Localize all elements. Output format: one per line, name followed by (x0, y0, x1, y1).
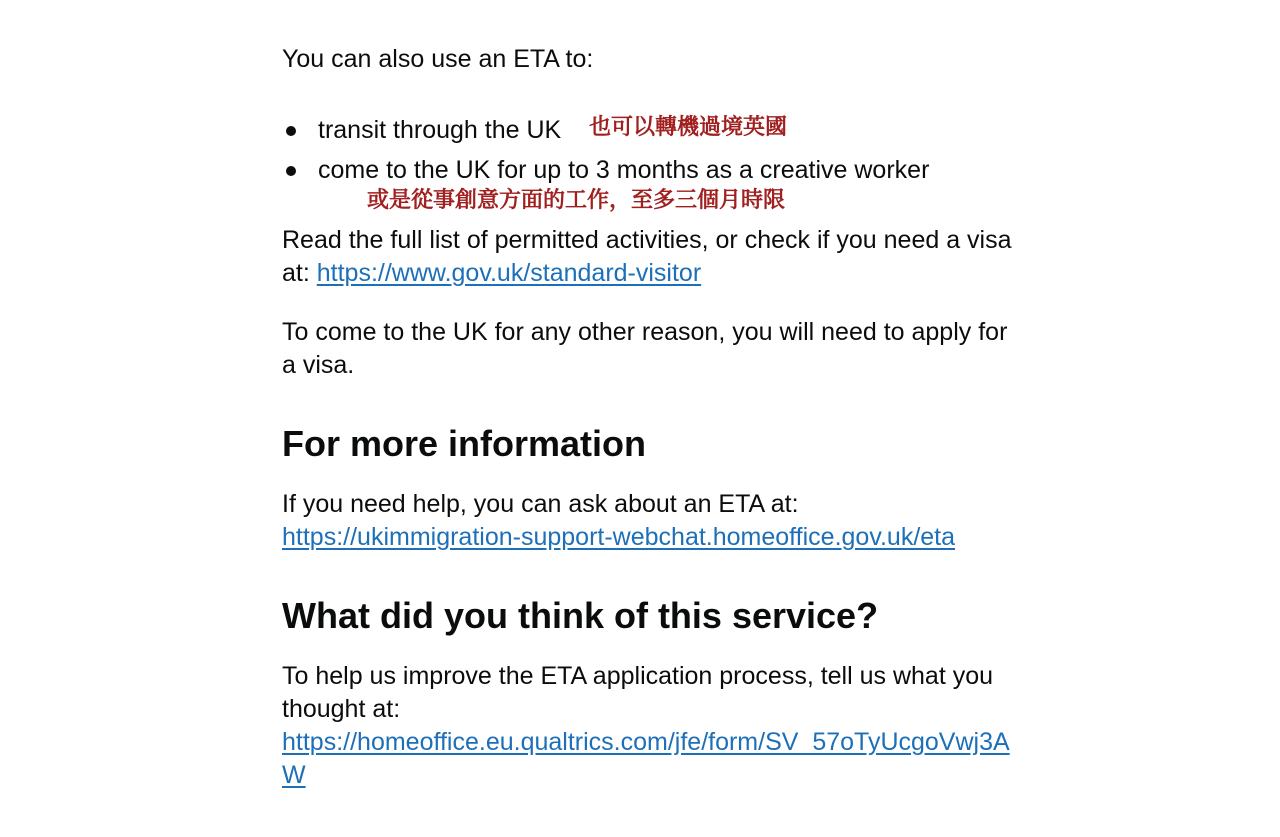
list-item-text: come to the UK for up to 3 months as a creative worker (318, 156, 930, 184)
other-reason-line2: a visa. (282, 351, 355, 379)
list-item-text: transit through the UK (318, 116, 562, 144)
more-info-heading: For more information (282, 423, 647, 464)
other-reason-line1: To come to the UK for any other reason, you will need to apply for (282, 318, 1008, 346)
bullet-icon (286, 126, 296, 136)
more-info-link-line (282, 521, 955, 554)
at-label: at: (282, 259, 317, 287)
feedback-link-line2 (282, 759, 306, 792)
more-info-text: If you need help, you can ask about an ETA at: (282, 490, 799, 518)
permitted-activities-text: Read the full list of permitted activities, or check if you need a visa (282, 226, 1012, 254)
qualtrics-link[interactable]: https://homeoffice.eu.qualtrics.com/jfe/form/SV_57oTyUcgoVwj3A (282, 728, 1010, 756)
standard-visitor-link[interactable]: https://www.gov.uk/standard-visitor (316, 259, 702, 287)
eta-uses-intro: You can also use an ETA to: (282, 45, 594, 73)
feedback-link-line1 (282, 726, 1010, 759)
feedback-line1: To help us improve the ETA application process, tell us what you (282, 662, 994, 690)
feedback-heading: What did you think of this service? (282, 595, 879, 636)
bullet-icon (286, 166, 296, 176)
annotation-creative-worker: 或是從事創意方面的工作，至多三個月時限 (367, 188, 786, 213)
webchat-link[interactable]: https://ukimmigration-support-webchat.homeoffice.gov.uk/eta (282, 523, 956, 551)
annotation-transit: 也可以轉機過境英國 (589, 115, 788, 140)
permitted-activities-line2 (282, 257, 701, 290)
feedback-line2: thought at: (282, 695, 401, 723)
qualtrics-link-continued[interactable]: W (282, 761, 306, 789)
